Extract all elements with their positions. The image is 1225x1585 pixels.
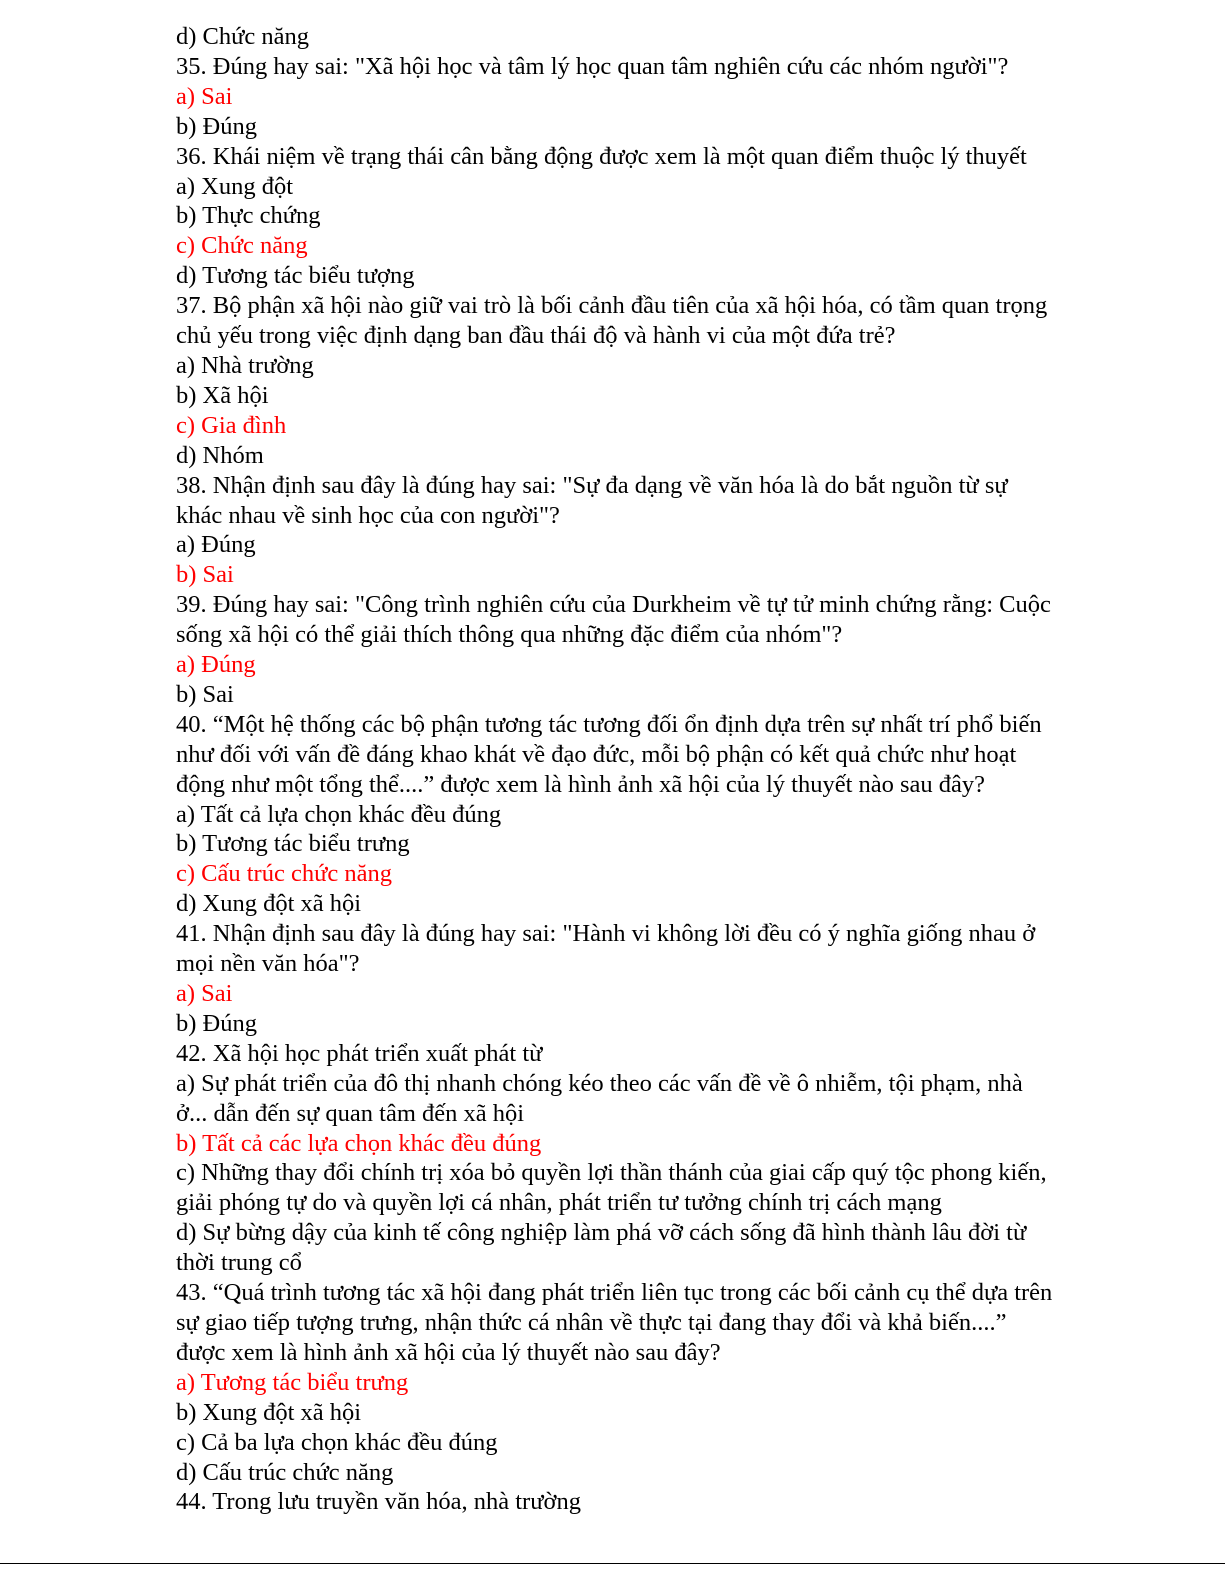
answer-option: a) Nhà trường bbox=[176, 351, 314, 379]
answer-option: b) Đúng bbox=[176, 112, 257, 140]
answer-option: b) Xã hội bbox=[176, 381, 269, 409]
answer-option: d) Nhóm bbox=[176, 441, 264, 469]
correct-answer-option: a) Tương tác biểu trưng bbox=[176, 1368, 409, 1396]
answer-option: b) Sai bbox=[176, 680, 234, 708]
correct-answer-option: a) Đúng bbox=[176, 651, 256, 679]
question-line: 37. Bộ phận xã hội nào giữ vai trò là bối cảnh đầu tiên của xã hội hóa, có tầm quan trọng bbox=[176, 292, 1048, 320]
correct-answer-option: a) Sai bbox=[176, 82, 233, 110]
answer-option: a) Tất cả lựa chọn khác đều đúng bbox=[176, 800, 502, 828]
question-continuation-line: động như một tổng thể....” được xem là hình ảnh xã hội của lý thuyết nào sau đây? bbox=[176, 770, 986, 798]
question-continuation-line: sự giao tiếp tượng trưng, nhận thức cá nhân về thực tại đang thay đổi và khả biến....” bbox=[176, 1308, 1007, 1336]
question-continuation-line: ở... dẫn đến sự quan tâm đến xã hội bbox=[176, 1099, 525, 1127]
question-continuation-line: sống xã hội có thể giải thích thông qua những đặc điểm của nhóm"? bbox=[176, 621, 843, 649]
answer-option: d) Tương tác biểu tượng bbox=[176, 262, 415, 290]
question-line: 39. Đúng hay sai: "Công trình nghiên cứu của Durkheim về tự tử minh chứng rằng: Cuộc bbox=[176, 591, 1051, 619]
answer-option: b) Đúng bbox=[176, 1009, 257, 1037]
question-line: 36. Khái niệm về trạng thái cân bằng động được xem là một quan điểm thuộc lý thuyết bbox=[176, 142, 1027, 170]
question-continuation-line: giải phóng tự do và quyền lợi cá nhân, phát triển tư tưởng chính trị cách mạng bbox=[176, 1189, 942, 1217]
document-body bbox=[176, 22, 1116, 1517]
question-continuation-line: mọi nền văn hóa"? bbox=[176, 950, 360, 978]
page-bottom-rule bbox=[0, 1563, 1225, 1564]
question-line: 42. Xã hội học phát triển xuất phát từ bbox=[176, 1039, 543, 1067]
answer-option: d) Chức năng bbox=[176, 23, 310, 50]
question-continuation-line: khác nhau về sinh học của con người"? bbox=[176, 501, 560, 529]
answer-option: b) Tương tác biểu trưng bbox=[176, 830, 410, 858]
correct-answer-option: c) Gia đình bbox=[176, 411, 287, 439]
question-line: 38. Nhận định sau đây là đúng hay sai: "Sự đa dạng về văn hóa là do bắt nguồn từ sự bbox=[176, 471, 1008, 499]
question-line: 43. “Quá trình tương tác xã hội đang phát triển liên tục trong các bối cảnh cụ thể dựa trên bbox=[176, 1279, 1053, 1307]
answer-option: b) Xung đột xã hội bbox=[176, 1398, 362, 1426]
answer-option: d) Xung đột xã hội bbox=[176, 890, 362, 918]
answer-option: a) Sự phát triển của đô thị nhanh chóng kéo theo các vấn đề về ô nhiễm, tội phạm, nhà bbox=[176, 1069, 1023, 1097]
correct-answer-option: c) Cấu trúc chức năng bbox=[176, 860, 392, 888]
answer-option: b) Thực chứng bbox=[176, 202, 321, 230]
correct-answer-option: b) Tất cả các lựa chọn khác đều đúng bbox=[176, 1129, 542, 1157]
question-line: 44. Trong lưu truyền văn hóa, nhà trường bbox=[176, 1488, 581, 1516]
answer-option: d) Sự bừng dậy của kinh tế công nghiệp làm phá vỡ cách sống đã hình thành lâu đời từ bbox=[176, 1219, 1027, 1247]
correct-answer-option: b) Sai bbox=[176, 561, 234, 589]
answer-option: a) Đúng bbox=[176, 531, 256, 559]
correct-answer-option: a) Sai bbox=[176, 980, 233, 1007]
question-continuation-line: được xem là hình ảnh xã hội của lý thuyết nào sau đây? bbox=[176, 1338, 721, 1366]
question-continuation-line: chủ yếu trong việc định dạng ban đầu thái độ và hành vi của một đứa trẻ? bbox=[176, 322, 896, 350]
answer-option: a) Xung đột bbox=[176, 172, 294, 200]
question-line: 40. “Một hệ thống các bộ phận tương tác tương đối ổn định dựa trên sự nhất trí phổ biến bbox=[176, 710, 1042, 738]
answer-option: d) Cấu trúc chức năng bbox=[176, 1458, 394, 1486]
question-continuation-line: thời trung cổ bbox=[176, 1249, 302, 1277]
question-continuation-line: như đối với vấn đề đáng khao khát về đạo đức, mỗi bộ phận có kết quả chức như hoạt bbox=[176, 740, 1017, 768]
answer-option: c) Cả ba lựa chọn khác đều đúng bbox=[176, 1428, 498, 1456]
correct-answer-option: c) Chức năng bbox=[176, 232, 308, 260]
answer-option: c) Những thay đổi chính trị xóa bỏ quyền lợi thần thánh của giai cấp quý tộc phong kiến, bbox=[176, 1159, 1047, 1187]
question-line: 41. Nhận định sau đây là đúng hay sai: "Hành vi không lời đều có ý nghĩa giống nhau ở bbox=[176, 920, 1036, 948]
question-line: 35. Đúng hay sai: "Xã hội học và tâm lý học quan tâm nghiên cứu các nhóm người"? bbox=[176, 52, 1009, 80]
